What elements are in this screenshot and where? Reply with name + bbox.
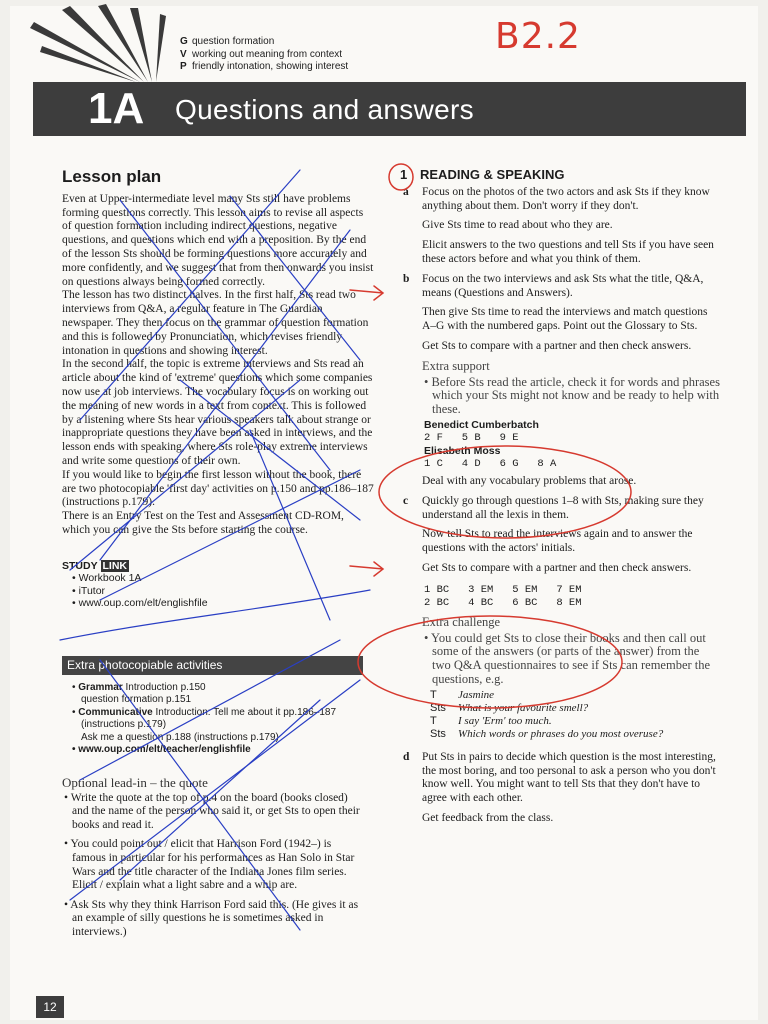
- step-b-text: Then give Sts time to read the interviews and match questions A–G with the numbered gaps. Point out the Glossary to Sts.: [422, 306, 708, 333]
- lesson-plan-paragraph: Even at Upper-intermediate level many Sts still have problems forming questions correctly. This lesson aims to revise all aspects of question formation including indirect questions, negative questions, and questions which end with a preposition. By the end of the lesson Sts should be forming questions more accurately and more confidently, and we suggest that from then onwards you insist on questions always being formed correctly.: [62, 192, 374, 288]
- lesson-plan-paragraph: There is an Entry Test on the Test and Assessment CD-ROM, which you can give the Sts before starting the course.: [62, 510, 344, 536]
- lead-in-step: • You could point out / elicit that Harrison Ford (1942–) is famous in particular for his performances as Han Solo in Star Wars and the title character of the Indiana Jones film series. Elicit / explain what a light sabre and a whip are.: [72, 838, 362, 892]
- answer-key-1: Benedict Cumberbatch 2 F 5 B 9 E Elisabeth Moss 1 C 4 D 6 G 8 A: [424, 418, 557, 470]
- step-a-text: Give Sts time to read about who they are.: [422, 219, 613, 232]
- extra-support-title: Extra support: [422, 358, 490, 373]
- lead-in-step: • Ask Sts why they think Harrison Ford said this. (He gives it as an example of silly questions he is sometimes asked in interviews.): [72, 899, 362, 940]
- study-link-item: • iTutor: [72, 585, 374, 598]
- extra-item-sub: Ask me a question p.188 (instructions p.179): [81, 731, 279, 743]
- step-b-text: Get Sts to compare with a partner and then check answers.: [422, 339, 692, 352]
- extra-item: • Grammar Introduction p.150: [72, 682, 372, 694]
- legend-pronunciation: P friendly intonation, showing interest: [180, 61, 349, 72]
- step-b: b Focus on the two interviews and ask Sts what the title, Q&A, means (Questions and Answers).: [403, 272, 704, 299]
- unit-title: Questions and answers: [175, 94, 474, 125]
- step-d: d Put Sts in pairs to decide which question is the most interesting, the most boring, and too personal to ask a person who you don't know well. You might want to tell Sts that they don't have to agree with each other.: [403, 750, 716, 805]
- section-number: 1: [400, 167, 408, 182]
- link-label: LINK: [102, 559, 128, 572]
- step-c: c Quickly go through questions 1–8 with Sts, making sure they understand all the lexis in them.: [403, 494, 704, 521]
- optional-lead-in: [62, 776, 362, 946]
- lesson-plan-heading: Lesson plan: [62, 167, 162, 186]
- example-dialog: T Jasmine Sts What is your favourite smell? T I say 'Erm' too much. Sts Which words or phrases do you most overuse?: [430, 688, 664, 740]
- section-heading: [400, 168, 720, 182]
- extra-item-url[interactable]: • www.oup.com/elt/teacher/englishfile: [72, 744, 372, 756]
- step-a: a Focus on the photos of the two actors and ask Sts if they know anything about them. Don't worry if they don't.: [403, 185, 710, 212]
- legend-grammar: G question formation: [180, 36, 275, 47]
- step-c-text: Now tell Sts to read the interviews again and to answer the questions with the actors' initials.: [422, 528, 693, 555]
- extra-challenge-item: • You could get Sts to close their books and then call out some of the answers (or parts of the answer) from the two Q&A questionnaires to see if Sts can remember the questions, e.g.: [432, 632, 720, 687]
- study-link-item: • Workbook 1A: [72, 572, 374, 585]
- left-column: [62, 167, 374, 610]
- extra-activities-bar: Extra photocopiable activities: [62, 656, 363, 675]
- step-c-text: Get Sts to compare with a partner and then check answers.: [422, 561, 692, 574]
- unit-banner: [33, 82, 746, 136]
- extra-challenge: [400, 616, 720, 687]
- extra-item: • Communicative Introduction: Tell me about it pp.186–187: [72, 707, 372, 719]
- unit-number: 1A: [88, 84, 145, 133]
- lesson-plan-paragraph: The lesson has two distinct halves. In the first half, Sts read two interviews from Q&A, a regular feature in The Guardian newspaper. They then focus on the grammar of question formation and this is followed by Pronunciation, which revises friendly intonation in questions and showing interest.: [62, 289, 369, 357]
- extra-challenge-title: Extra challenge: [422, 614, 501, 629]
- right-column: [400, 168, 720, 832]
- lesson-plan-paragraph: If you would like to begin the first lesson without the book, there are two photocopiable 'first day' activities on p.150 and pp.186–187 (instructions p.179).: [62, 468, 374, 509]
- handwritten-level: B2.2: [495, 16, 581, 57]
- lesson-focus-legend: [180, 36, 348, 74]
- extra-support: [400, 360, 720, 417]
- study-link-box: [62, 560, 374, 610]
- optional-lead-in-title: Optional lead-in – the quote: [62, 775, 208, 790]
- extra-item-sub: question formation p.151: [81, 694, 192, 706]
- extra-activities-list: [62, 682, 372, 756]
- extra-item-sub: (instructions p.179): [81, 719, 167, 731]
- lesson-plan-paragraph: In the second half, the topic is extreme interviews and Sts read an article about the kind of 'extreme' questions which some companies now use at job interviews. The vocabulary focus is on working out the meaning of new words in a text from context. This is followed by a listening where Sts hear various speakers talk about strange or inappropriate questions they have been asked in interviews, and the lesson ends with speaking, where Sts role-play extreme interviews and write some questions of their own.: [62, 358, 373, 467]
- page-number: 12: [36, 996, 64, 1018]
- section-title: READING & SPEAKING: [420, 167, 565, 182]
- step-a-text: Elicit answers to the two questions and tell Sts if you have seen these actors before and what you think of them.: [422, 239, 714, 265]
- answer-key-2: 1 BC 3 EM 5 EM 7 EM 2 BC 4 BC 6 BC 8 EM: [424, 583, 582, 609]
- lead-in-step: • Write the quote at the top of p.4 on the board (books closed) and the name of the person who said it, or get Sts to open their books and read it.: [72, 792, 362, 833]
- study-link-url[interactable]: • www.oup.com/elt/englishfile: [72, 597, 374, 610]
- legend-vocabulary: V working out meaning from context: [180, 48, 343, 60]
- study-label: STUDY: [62, 559, 98, 572]
- step-b-text: Deal with any vocabulary problems that arose.: [422, 474, 637, 487]
- extra-support-item: • Before Sts read the article, check it for words and phrases which your Sts might not know and be ready to help with these.: [432, 376, 720, 417]
- step-d-text: Get feedback from the class.: [422, 811, 554, 824]
